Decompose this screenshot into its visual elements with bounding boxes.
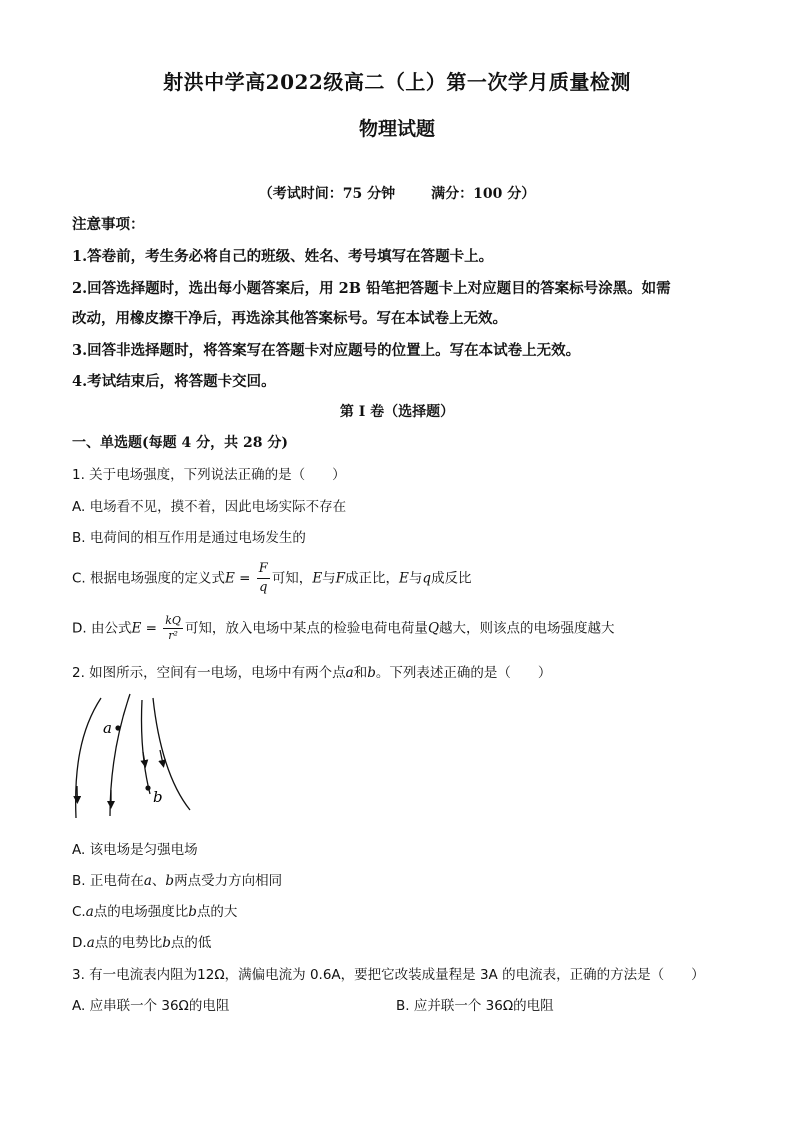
q2b-b: b (165, 873, 175, 889)
q1d-numerator: kQ (165, 614, 181, 627)
note-1: 1.答卷前，考生务必将自己的班级、姓名、考号填写在答题卡上。 (72, 248, 494, 265)
q3-stem: 3. 有一电流表内阻为12Ω，满偏电流为 0.6A，要把它改装成量程是 3A 的电流表，正确的方法是（ ） (72, 967, 705, 983)
q1d-E: E (131, 620, 142, 637)
q1-option-a: A. 电场看不见，摸不着，因此电场实际不存在 (72, 499, 347, 515)
q1d-post2: 越大，则该点的电场强度越大 (439, 620, 615, 637)
q2b-pre: B. 正电荷在 (72, 873, 144, 889)
q2c-b: b (188, 904, 197, 920)
q2c-post: 点的大 (196, 904, 238, 920)
q1-option-b: B. 电荷间的相互作用是通过电场发生的 (72, 530, 306, 546)
exam-info (0, 183, 794, 203)
q1d-pre: D. 由公式 (72, 620, 132, 637)
q1d-Q: Q (427, 620, 440, 637)
q2c-mid: 点的电场强度比 (93, 904, 189, 920)
q1c-fraction (257, 560, 270, 597)
q2d-pre: D. (72, 935, 87, 951)
q1c-eq: = (234, 570, 255, 587)
q1c-F: F (335, 570, 346, 587)
exam-title: 射洪中学高2022级高二（上）第一次学月质量检测 (163, 70, 631, 94)
exam-subtitle: 物理试题 (358, 118, 435, 140)
q1d-fraction (163, 614, 183, 643)
q2-stem (72, 661, 551, 681)
note-3: 3.回答非选择题时，将答案写在答题卡对应题号的位置上。写在本试卷上无效。 (72, 342, 581, 359)
q2d-b: b (162, 935, 171, 951)
part-title: 第 I 卷（选择题） (339, 404, 455, 420)
electric-field-figure (60, 690, 210, 830)
q2-option-d (72, 931, 211, 951)
q2-stem-post: 。下列表述正确的是（ ） (375, 665, 552, 681)
notes-heading: 注意事项： (72, 216, 145, 233)
q2c-a: a (85, 904, 94, 920)
q1-stem: 1. 关于电场强度，下列说法正确的是（ ） (72, 467, 346, 483)
q1d-eq: = (141, 620, 162, 637)
q1c-q: q (422, 570, 432, 587)
q2c-pre: C. (72, 904, 86, 920)
q1c-post4: 与 (408, 570, 423, 587)
point-a (115, 725, 120, 730)
q3-option-a: A. 应串联一个 36Ω的电阻 (72, 998, 230, 1014)
q2d-mid: 点的电势比 (94, 935, 163, 951)
q1-option-d (72, 614, 615, 643)
q1d-denominator: r² (168, 629, 178, 642)
full-score: 满分：100 分） (431, 186, 536, 202)
q1c-post3: 成正比， (345, 570, 400, 587)
point-a-label: a (103, 719, 112, 737)
q1-option-c (72, 560, 472, 597)
section-heading: 一、单选题(每题 4 分，共 28 分) (72, 435, 288, 451)
q2b-a: a (143, 873, 152, 889)
q1c-E3: E (399, 570, 409, 587)
q2-option-c (72, 900, 237, 920)
note-2b: 改动，用橡皮擦干净后，再选涂其他答案标号。写在本试卷上无效。 (72, 310, 507, 327)
q2-option-b (72, 869, 282, 889)
note-2a: 2.回答选择题时，选出每小题答案后，用 2B 铅笔把答题卡上对应题目的答案标号涂黑。如需 (72, 280, 671, 297)
q2d-a: a (86, 935, 95, 951)
field-line-1 (76, 698, 101, 818)
q2b-mid: 、 (151, 873, 166, 889)
q1c-pre: C. 根据电场强度的定义式 (72, 570, 226, 587)
q1c-E: E (225, 570, 235, 587)
q1c-E2: E (312, 570, 323, 587)
note-4: 4.考试结束后，将答题卡交回。 (72, 373, 276, 390)
q1c-post1: 可知， (271, 570, 313, 587)
q1c-numerator: F (257, 560, 270, 579)
q2b-post: 两点受力方向相同 (174, 873, 283, 889)
q3-option-b: B. 应并联一个 36Ω的电阻 (396, 998, 554, 1014)
point-b-label: b (153, 788, 163, 806)
q2-option-a: A. 该电场是匀强电场 (72, 842, 198, 858)
field-line-3 (141, 700, 150, 794)
q1c-denominator: q (259, 580, 268, 595)
q2-stem-a: a (345, 665, 354, 681)
point-b (145, 785, 150, 790)
q2-stem-b: b (367, 665, 376, 681)
exam-time: （考试时间：75 分钟 (258, 186, 396, 202)
q2-stem-mid: 和 (353, 665, 368, 681)
field-line-2 (110, 694, 130, 816)
q1c-post2: 与 (322, 570, 336, 587)
q1d-post1: 可知，放入电场中某点的检验电荷电荷量 (184, 620, 428, 637)
q2d-post: 点的低 (170, 935, 212, 951)
q1c-post5: 成反比 (431, 570, 472, 587)
q2-stem-pre: 2. 如图所示，空间有一电场，电场中有两个点 (72, 665, 346, 681)
